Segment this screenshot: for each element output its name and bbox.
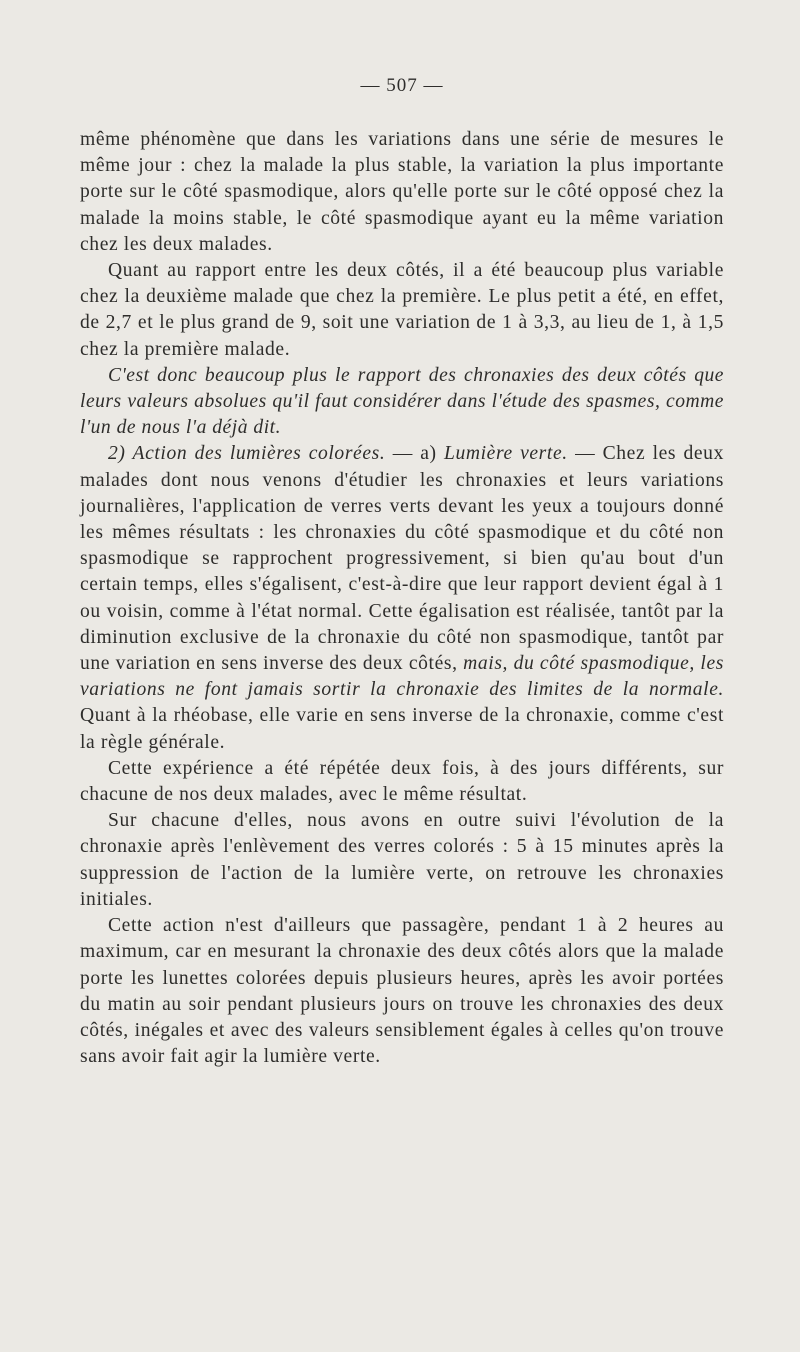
italic-emphasis: mais, du côté spasmodique, les variations ne font jamais sortir la chronaxie des limites de la normale. (80, 653, 724, 701)
paragraph-passagere: Cette action n'est d'ailleurs que passagère, pendant 1 à 2 heures au maximum, car en mesurant la chronaxie des deux côtés alors que la malade porte les lunettes colorées depuis plusieurs heures, après les avoir portées du matin au soir pendant plusieurs jours on trouve les chronaxies des deux côtés, inégales et avec des valeurs sensiblement égales à celles qu'on trouve sans avoir fait agir la lumière verte. (80, 915, 724, 1068)
paragraph-conclusion-italic: C'est donc beaucoup plus le rapport des chronaxies des deux côtés que leurs valeurs absolues qu'il faut considérer dans l'étude des spasmes, comme l'un de nous l'a déjà dit. (80, 364, 724, 439)
paragraph-experience: Cette expérience a été répétée deux fois, à des jours différents, sur chacune de nos deux malades, avec le même résultat. (80, 757, 724, 806)
heading-separator: — a) (385, 443, 444, 465)
heading-separator-2: — (567, 443, 603, 465)
page-number: — 507 — (360, 75, 444, 96)
paragraph-rapport: Quant au rapport entre les deux côtés, il a été beaucoup plus variable chez la deuxième malade que chez la première. Le plus petit a été, en effet, de 2,7 et le plus grand de 9, soit une variation de 1 à 3,3, au lieu de 1, à 1,5 chez la première malade. (80, 260, 724, 360)
paragraph-text: Chez les deux malades dont nous venons d'étudier les chronaxies et leurs variations journalières, l'application de verres verts devant les yeux a toujours donné les mêmes résultats : les chronaxies du côté spasmodique et du côté non spasmodique se rapprochent progressivement, si bien qu'au bout d'un certain temps, elles s'égalisent, c'est-à-dire que leur rapport devient égal à 1 ou voisin, comme à l'état normal. Cette égalisation est réalisée, tantôt par la diminution exclusive de la chronaxie du côté non spasmodique, tantôt par une variation en sens inverse des deux côtés, (80, 443, 724, 675)
subsection-heading: Lumière verte. (443, 443, 568, 465)
paragraph-lumiere-verte (80, 441, 724, 755)
paragraph-evolution: Sur chacune d'elles, nous avons en outre suivi l'évolution de la chronaxie après l'enlèvement des verres colorés : 5 à 15 minutes après la suppression de l'action de la lumière verte, on retrouve les chronaxies initiales. (80, 810, 724, 910)
section-heading: 2) Action des lumières colorées. (108, 443, 386, 465)
paragraph-continuation: même phénomène que dans les variations dans une série de mesures le même jour : chez la malade la plus stable, la variation la plus importante porte sur le côté spasmodique, alors qu'elle porte sur le côté opposé chez la malade la moins stable, le côté spasmodique ayant eu la même variation chez les deux malades. (80, 129, 724, 255)
paragraph-text-end: Quant à la rhéobase, elle varie en sens inverse de la chronaxie, comme c'est la règle générale. (80, 705, 724, 753)
page-body (80, 72, 724, 1070)
